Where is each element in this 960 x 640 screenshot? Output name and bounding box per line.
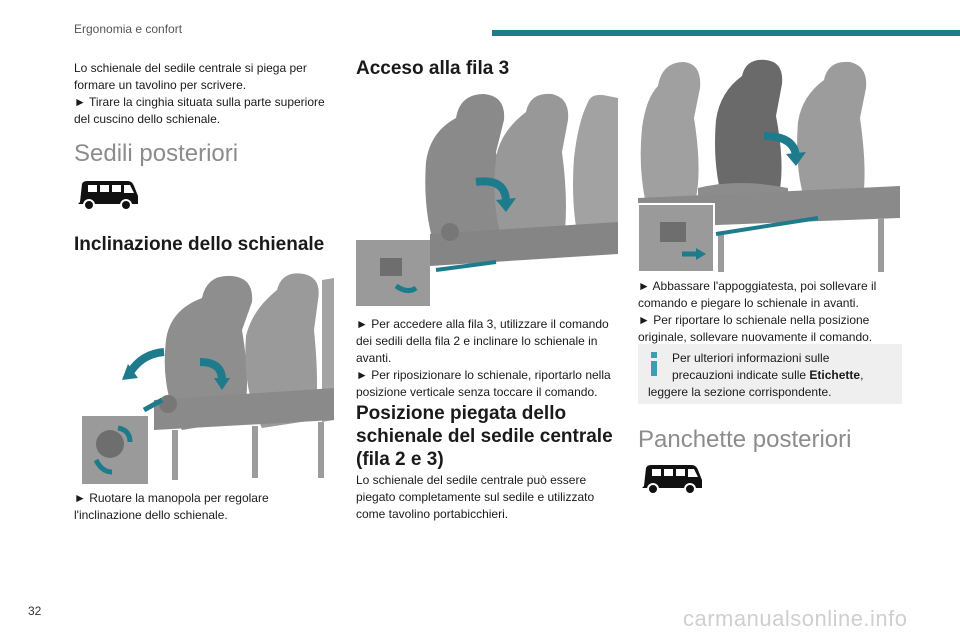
info-text: [672, 350, 898, 384]
recline-instructions: [74, 490, 344, 524]
fold-instructions: [638, 278, 902, 346]
text-line: comando e piegare lo schienale in avanti.: [638, 296, 859, 310]
text-line: dei sedili della fila 2 e inclinare lo schienale in: [356, 334, 598, 348]
running-header: Ergonomia e confort: [74, 22, 183, 36]
text-line: come tavolino portabicchieri.: [356, 507, 509, 521]
text-line: posizione verticale senza toccare il comando.: [356, 385, 598, 399]
minibus-icon: [638, 462, 704, 498]
intro-paragraph: [74, 60, 344, 128]
text-line: piegato completamente sul sedile e utilizzato: [356, 490, 595, 504]
text-line: Lo schienale del sedile centrale si piega per: [74, 61, 307, 75]
text-line: ► Ruotare la manopola per regolare: [74, 491, 269, 505]
watermark: carmanualsonline.info: [683, 606, 908, 631]
recline-seat-figure: [82, 270, 334, 484]
text-line: formare un tavolino per scrivere.: [74, 78, 247, 92]
heading-line: (fila 2 e 3): [356, 449, 444, 470]
text-line: del cuscino dello schienale.: [74, 112, 221, 126]
row3-access-figure: [356, 92, 618, 306]
text-span: precauzioni indicate sulle: [672, 368, 810, 382]
heading-folded-centre-seat: [356, 402, 613, 471]
heading-rear-seats: Sedili posteriori: [74, 140, 239, 167]
labels-reference: Etichette: [809, 368, 861, 382]
text-line: Lo schienale del sedile centrale può essere: [356, 473, 587, 487]
info-icon-bar: [651, 361, 657, 376]
text-line: ► Abbassare l'appoggiatesta, poi sollevare il: [638, 279, 877, 293]
heading-row3-access: Acceso alla fila 3: [356, 58, 510, 79]
text-line: avanti.: [356, 351, 392, 365]
heading-line: schienale del sedile centrale: [356, 426, 613, 447]
text-line: Per ulteriori informazioni sulle: [672, 351, 830, 365]
info-icon: [651, 352, 657, 358]
text-line: originale, sollevare nuovamente il comando.: [638, 330, 873, 344]
heading-recline: Inclinazione dello schienale: [74, 234, 325, 255]
text-line: ► Tirare la cinghia situata sulla parte superiore: [74, 95, 325, 109]
heading-line: Posizione piegata dello: [356, 403, 567, 424]
minibus-icon: [74, 178, 140, 214]
text-line: [672, 367, 898, 384]
text-span: ,: [860, 368, 864, 382]
text-line: l'inclinazione dello schienale.: [74, 508, 228, 522]
page-number: 32: [28, 604, 42, 618]
text-line: ► Per riposizionare lo schienale, riportarlo nella: [356, 368, 611, 382]
fold-description: [356, 472, 620, 523]
info-text-last-line: leggere la sezione corrispondente.: [648, 385, 832, 399]
row3-instructions: [356, 316, 620, 401]
heading-rear-benches: Panchette posteriori: [638, 426, 852, 453]
text-line: ► Per accedere alla fila 3, utilizzare il comando: [356, 317, 609, 331]
header-accent-bar: [492, 30, 960, 36]
folded-seat-figure: [638, 58, 900, 272]
text-line: ► Per riportare lo schienale nella posizione: [638, 313, 870, 327]
